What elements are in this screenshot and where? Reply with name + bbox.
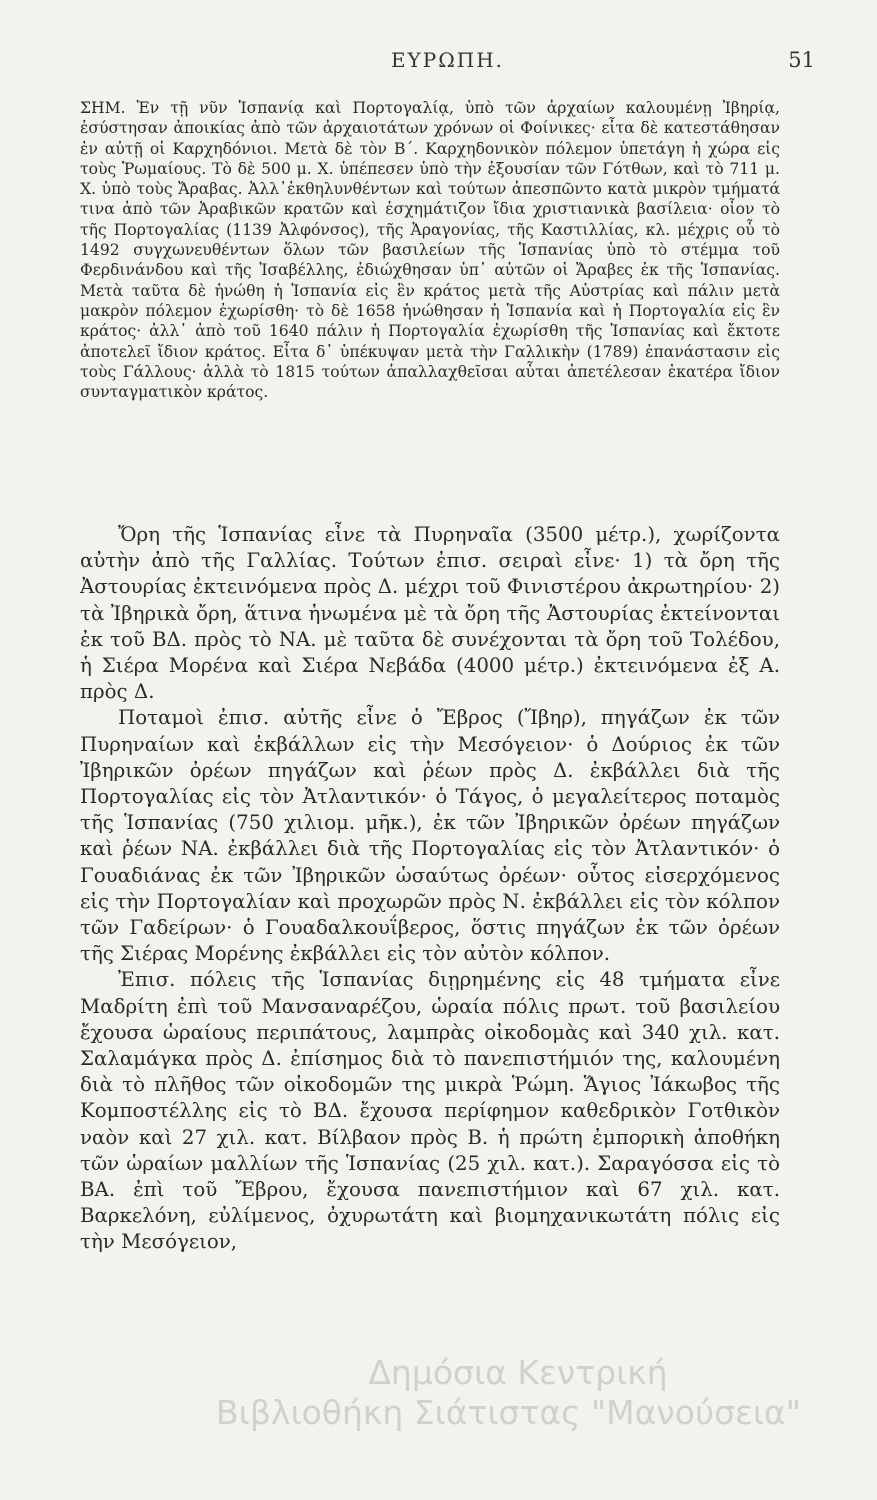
paragraph-rivers: Ποταμοὶ ἐπισ. αὐτῆς εἶνε ὁ Ἔβρος (Ἴβηρ), πηγάζων ἐκ τῶν Πυρηναίων καὶ ἐκβάλλων εἰς τὴν Μεσόγειον· ὁ Δούριος ἐκ τῶν Ἰβηρικῶν ὀρέων πηγάζων καὶ ῥέων πρὸς Δ. ἐκβάλλει διὰ τῆς Πορτογαλίας εἰς τὸν Ἀτλαντικόν· ὁ Τάγος, ὁ μεγαλείτερος ποταμὸς τῆς Ἱσπανίας (750 χιλιομ. μῆκ.), ἐκ τῶν Ἰβηρικῶν ὀρέων πηγάζων καὶ ῥέων ΝΑ. ἐκβάλλει διὰ τῆς Πορτογαλίας εἰς τὸν Ἀτλαντικόν· ὁ Γουαδιάνας ἐκ τῶν Ἰβηρικῶν ὡσαύτως ὀρέων· οὗτος εἰσερχόμενος εἰς τὴν Πορτογαλίαν καὶ προχωρῶν πρὸς Ν. ἐκβάλλει εἰς τὸν κόλπον τῶν Γαδείρων· ὁ Γουαδαλκουΐβερος, ὅστις πηγάζων ἐκ τῶν ὀρέων τῆς Σιέρας Μορένης ἐκβάλλει εἰς τὸν αὐτὸν κόλπον. <box>80 706 780 966</box>
footnote-block <box>80 98 780 402</box>
page-number: 51 <box>788 48 815 72</box>
paragraph-cities: Ἐπισ. πόλεις τῆς Ἱσπανίας διῃρημένης εἰς 48 τμήματα εἶνε Μαδρίτη ἐπὶ τοῦ Μανσαναρέζου, ὡραία πόλις πρωτ. τοῦ βασιλείου ἔχουσα ὡραίους περιπάτους, λαμπρὰς οἰκοδομὰς καὶ 340 χιλ. κατ. Σαλαμάγκα πρὸς Δ. ἐπίσημος διὰ τὸ πανεπιστήμιόν της, καλουμένη διὰ τὸ πλῆθος τῶν οἰκοδομῶν της μικρὰ Ῥώμη. Ἅγιος Ἰάκωβος τῆς Κομποστέλλης εἰς τὸ ΒΔ. ἔχουσα περίφημον καθεδρικὸν Γοτθικὸν ναὸν καὶ 27 χιλ. κατ. Βίλβαον πρὸς Β. ἡ πρώτη ἐμπορικὴ ἀποθήκη τῶν ὡραίων μαλλίων τῆς Ἱσπανίας (25 χιλ. κατ.). Σαραγόσσα εἰς τὸ ΒΑ. ἐπὶ τοῦ Ἔβρου, ἔχουσα πανεπιστήμιον καὶ 67 χιλ. κατ. Βαρκελόνη, εὐλίμενος, ὀχυρωτάτη καὶ βιομηχανικωτάτη πόλις εἰς τὴν Μεσόγειον, <box>80 968 780 1254</box>
note-text: ΣΗΜ. Ἐν τῇ νῦν Ἱσπανίᾳ καὶ Πορτογαλίᾳ, ὑπὸ τῶν ἀρχαίων καλουμένῃ Ἰβηρίᾳ, ἐσύστησαν ἀποικίας ἀπὸ τῶν ἀρχαιοτάτων χρόνων οἱ Φοίνικες· εἶτα δὲ κατεστάθησαν ἐν αὐτῇ οἱ Καρχηδόνιοι. Μετὰ δὲ τὸν Β΄. Καρχηδονικὸν πόλεμον ὑπετάγη ἡ χώρα εἰς τοὺς Ῥωμαίους. Τὸ δὲ 500 μ. Χ. ὑπέπεσεν ὑπὸ τὴν ἐξουσίαν τῶν Γότθων, καὶ τὸ 711 μ. Χ. ὑπὸ τοὺς Ἄραβας. Ἀλλ᾽ἐκθηλυνθέντων καὶ τούτων ἀπεσπῶντο κατὰ μικρὸν τμήματά τινα ἀπὸ τῶν Ἀραβικῶν κρατῶν καὶ ἐσχημάτιζον ἴδια χριστιανικὰ βασίλεια· οἷον τὸ τῆς Πορτογαλίας (1139 Ἀλφόνσος), τῆς Ἀραγονίας, τῆς Καστιλλίας, κλ. μέχρις οὗ τὸ 1492 συγχωνευθέντων ὅλων τῶν βασιλείων τῆς Ἱσπανίας ὑπὸ τὸ στέμμα τοῦ Φερδινάνδου καὶ τῆς Ἰσαβέλλης, ἐδιώχθησαν ὑπ᾽ αὐτῶν οἱ Ἄραβες ἐκ τῆς Ἱσπανίας. Μετὰ ταῦτα δὲ ἡνώθη ἡ Ἱσπανία εἰς ἓν κράτος μετὰ τῆς Αὐστρίας καὶ πάλιν μετὰ μακρὸν πόλεμον ἐχωρίσθη· τὸ δὲ 1658 ἡνώθησαν ἡ Ἱσπανία καὶ ἡ Πορτογαλία εἰς ἓν κράτος· ἀλλ᾽ ἀπὸ τοῦ 1640 πάλιν ἡ Πορτογαλία ἐχωρίσθη τῆς Ἱσπανίας καὶ ἔκτοτε ἀποτελεῖ ἴδιον κράτος. Εἶτα δ᾽ ὑπέκυψαν μετὰ τὴν Γαλλικὴν (1789) ἐπανάστασιν εἰς τοὺς Γάλλους· ἀλλὰ τὸ 1815 τούτων ἀπαλλαχθεῖσαι αὗται ἀπετέλεσαν ἑκατέρα ἴδιον συνταγματικὸν κράτος. <box>80 99 780 402</box>
running-head: ΕΥΡΩΠΗ. <box>390 48 505 72</box>
library-watermark-line2: Βιβλιοθήκη Σιάτιστας "Μανούσεια" <box>216 1393 801 1432</box>
book-page <box>80 0 855 1500</box>
body-text <box>80 522 780 1256</box>
paragraph-mountains: Ὄρη τῆς Ἱσπανίας εἶνε τὰ Πυρηναῖα (3500 μέτρ.), χωρίζοντα αὐτὴν ἀπὸ τῆς Γαλλίας. Τούτων ἐπισ. σειραὶ εἶνε· 1) τὰ ὄρη τῆς Ἀστουρίας ἐκτεινόμενα πρὸς Δ. μέχρι τοῦ Φινιστέρου ἀκρωτηρίου· 2) τὰ Ἰβηρικὰ ὄρη, ἅτινα ἡνωμένα μὲ τὰ ὄρη τῆς Ἀστουρίας ἐκτείνονται ἐκ τοῦ ΒΔ. πρὸς τὸ ΝΑ. μὲ ταῦτα δὲ συνέχονται τὰ ὄρη τοῦ Τολέδου, ἡ Σιέρα Μορένα καὶ Σιέρα Νεβάδα (4000 μέτρ.) ἐκτεινόμενα ἐξ Α. πρὸς Δ. <box>80 523 780 704</box>
page-header <box>80 48 815 78</box>
library-watermark-line1: Δημόσια Κεντρική <box>368 1353 668 1392</box>
